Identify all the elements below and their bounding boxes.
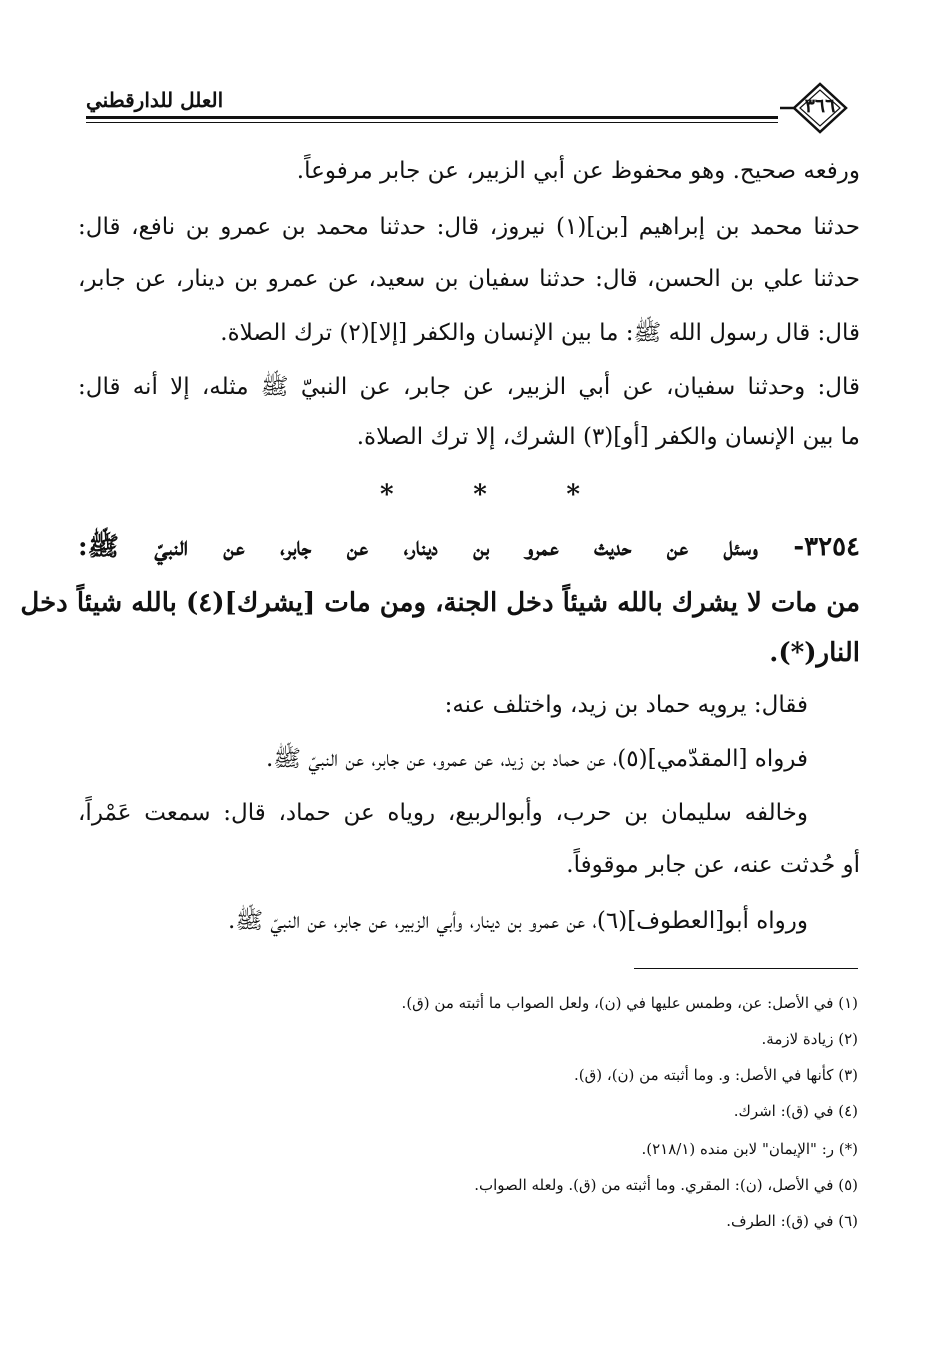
question-heading-line: النار(*). — [769, 638, 860, 668]
footnote: (٥) في الأصل، (ن): المقري. وما أثبته من (ق). ولعله الصواب. — [474, 1176, 858, 1194]
header-rule — [86, 116, 778, 119]
text-line: حدثنا محمد بن إبراهيم [بن](١) نيروز، قال: حدثنا محمد بن عمرو بن نافع، قال: — [78, 214, 860, 240]
page-number-badge — [780, 82, 860, 134]
text-line: فرواه [المقدّمي](٥)، عن حماد بن زيد، عن عمرو، عن جابر، عن النبيّ ﷺ. — [265, 746, 808, 772]
text-line: قال: قال رسول الله ﷺ: ما بين الإنسان والكفر [إلا](٢) ترك الصلاة. — [220, 320, 860, 346]
text-line: حدثنا علي بن الحسن، قال: حدثنا سفيان بن سعيد، عن عمرو بن دينار، عن جابر، — [78, 266, 860, 292]
page-number: ٣٦٦ — [804, 95, 836, 117]
text-line: قال: وحدثنا سفيان، عن أبي الزبير، عن جابر، عن النبيّ ﷺ مثله، إلا أنه قال: — [78, 374, 860, 400]
text-line: أو حُدثت عنه، عن جابر موقوفاً. — [566, 852, 860, 878]
footnote: (*) ر: "الإيمان" لابن منده (٢١٨/١). — [641, 1140, 858, 1158]
footnote: (٣) كأنها في الأصل: و. وما أثبته من (ن)، (ق). — [573, 1066, 858, 1084]
footnote: (١) في الأصل: عن، وطمس عليها في (ن)، ولعل الصواب ما أثبته من (ق). — [401, 994, 858, 1012]
question-heading-line: من مات لا يشرك بالله شيئاً دخل الجنة، ومن مات [يشرك](٤) بالله شيئاً دخل — [20, 588, 860, 618]
text-line: ما بين الإنسان والكفر [أو](٣) الشرك، إلا ترك الصلاة. — [356, 424, 860, 450]
text-line: وخالفه سليمان بن حرب، وأبوالربيع، روياه عن حماد، قال: سمعت عَمْراً، — [78, 800, 808, 826]
separator-star: * — [566, 480, 580, 510]
header-rule-thin — [86, 122, 778, 123]
footnote-rule — [634, 968, 858, 969]
footnote: (٢) زيادة لازمة. — [761, 1030, 858, 1048]
section-separator — [380, 480, 580, 510]
text-line: فقال: يرويه حماد بن زيد، واختلف عنه: — [444, 692, 808, 718]
footnote: (٦) في (ق): الطرف. — [726, 1212, 858, 1230]
separator-star: * — [473, 480, 487, 510]
footnote: (٤) في (ق): اشرك. — [733, 1102, 858, 1120]
text-line: ورفعه صحيح. وهو محفوظ عن أبي الزبير، عن جابر مرفوعاً. — [296, 158, 860, 184]
separator-star: * — [380, 480, 394, 510]
text-line: ورواه أبو[العطوف](٦)، عن عمرو بن دينار، وأبي الزبير، عن جابر، عن النبيّ ﷺ. — [228, 908, 808, 934]
running-header-title: العلل للدارقطني — [86, 88, 224, 112]
question-heading-line: ٣٢٥٤- وسئل عن حديث عمرو بن دينار، عن جابر، عن النبيّ ﷺ: — [78, 532, 860, 562]
